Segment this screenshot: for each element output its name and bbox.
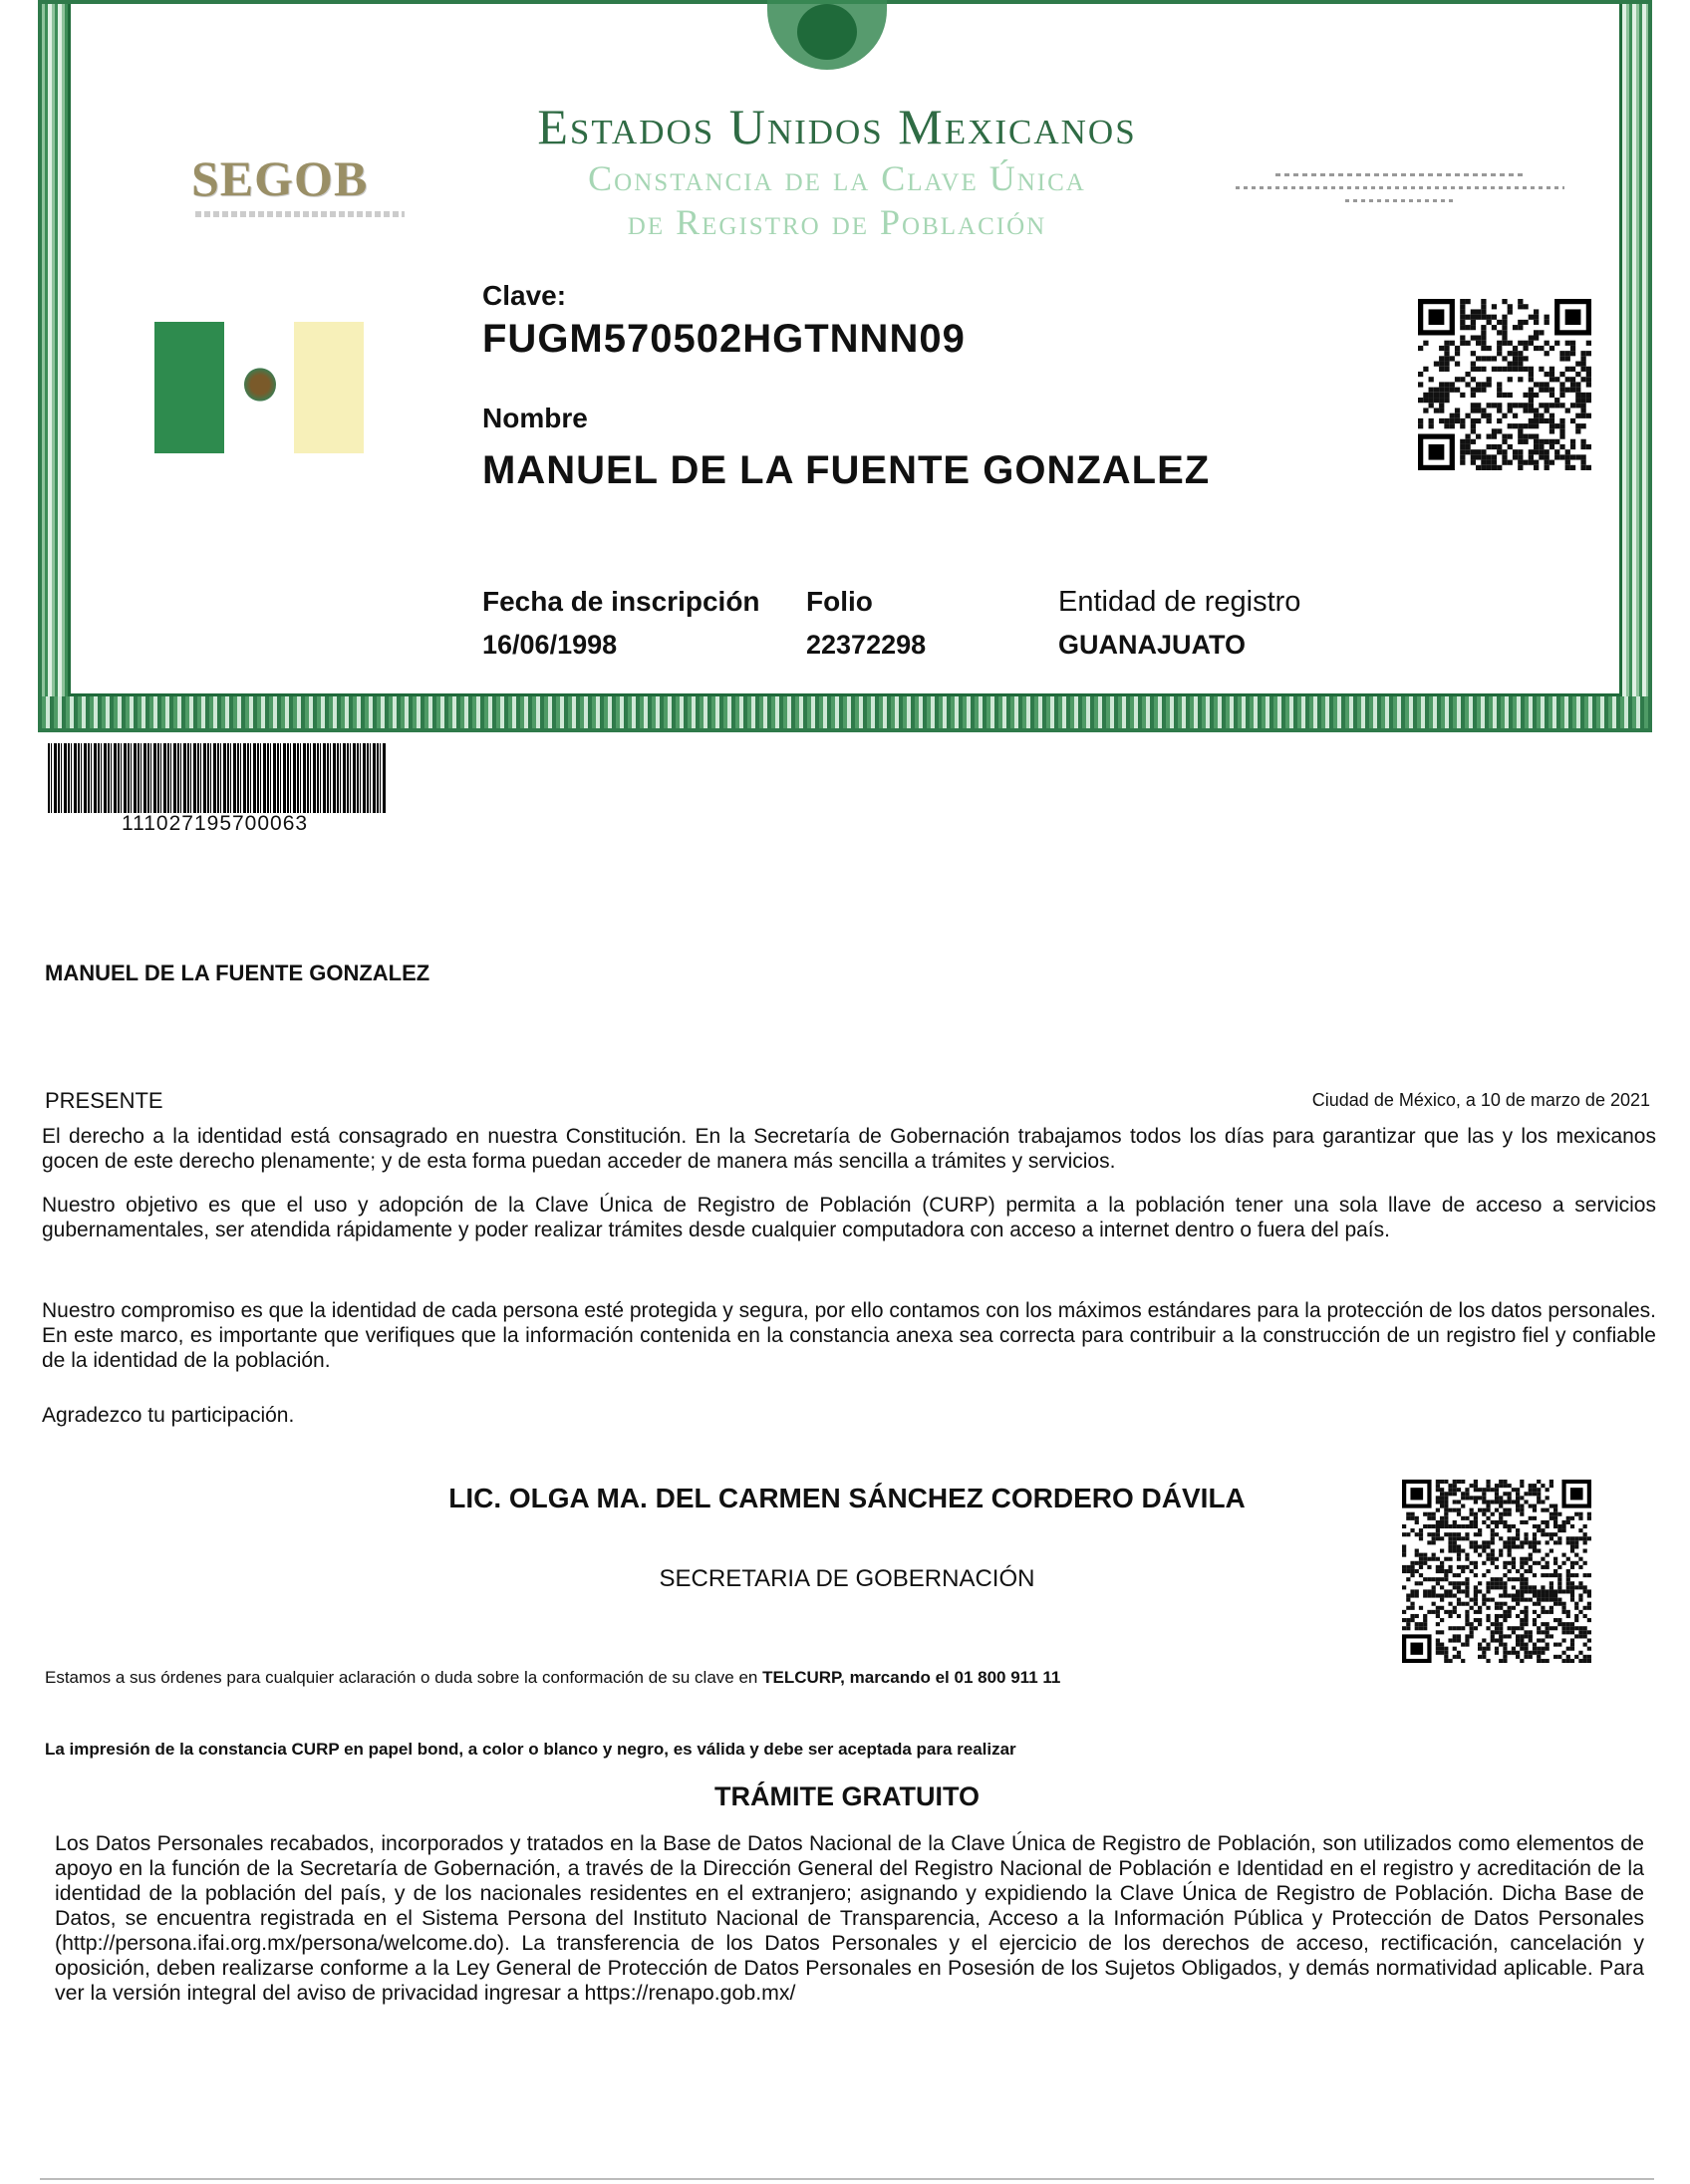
telcurp-phone: TELCURP, marcando el 01 800 911 11 xyxy=(762,1668,1061,1687)
impresion-note: La impresión de la constancia CURP en papel bond, a color o blanco y negro, es válida y debe ser aceptada para realizar xyxy=(45,1740,1016,1759)
date-line: Ciudad de México, a 10 de marzo de 2021 xyxy=(1311,1090,1650,1110)
renapo-faded-logo xyxy=(1236,167,1564,212)
eagle-emblem-icon xyxy=(797,4,857,60)
paragraph-identity: El derecho a la identidad está consagrado en nuestra Constitución. En la Secretaría de Gobernación trabajamos todos los días para garantizar que las y los mexicanos gocen de este derecho plenamente; y de esta forma puedan acceder de manera más sencilla a trámites y servicios. xyxy=(42,1125,1656,1173)
privacy-notice: Los Datos Personales recabados, incorporados y tratados en la Base de Datos Nacional de la Clave Única de Registro de Población, son utilizados como elementos de apoyo en la función de la Secretaría de Gobernación, a través de la Dirección General del Registro Nacional de Población e Identidad en el registro y acreditación de la identidad de la población del país, y de los nacionales residentes en el extranjero; asignando y expidiendo la Clave Única de Registro de Población. Dicha Base de Datos, se encuentra registrada en el Sistema Persona del Instituto Nacional de Transparencia, Acceso a la Información Pública y Protección de Datos Personales (http://persona.ifai.org.mx/persona/welcome.do). La transferencia de los Datos Personales y el ejercicio de los derechos de acceso, rectificación, cancelación y oposición, deben realizarse conforme a la Ley General de Protección de Datos Personales en Posesión de los Sujetos Obligados, y demás normatividad aplicable. Para ver la versión integral del aviso de privacidad ingresar a https://renapo.gob.mx/ xyxy=(55,1831,1644,2005)
barcode-number: 111027195700063 xyxy=(122,812,309,835)
paragraph-commitment: Nuestro compromiso es que la identidad de cada persona esté protegida y segura, por ello contamos con los máximos estándares para la protección de los datos personales. En este marco, es importante que verifiques que la información contenida en la constancia anexa sea correcta para contribuir a la construcción de un registro fiel y confiable de la identidad de la población. xyxy=(42,1299,1656,1372)
page-divider xyxy=(40,2178,1654,2180)
certificate-subtitle-line2: de Registro de Población xyxy=(627,202,1047,242)
folio-value: 22372298 xyxy=(806,630,927,660)
flag-emblem-icon xyxy=(244,368,276,402)
clave-value: FUGM570502HGTNNN09 xyxy=(482,317,966,361)
entidad-registro-value: GUANAJUATO xyxy=(1058,630,1247,660)
guilloche-band xyxy=(42,696,1648,728)
signer-title: SECRETARIA DE GOBERNACIÓN xyxy=(659,1565,1035,1592)
certificate-subtitle-line1: Constancia de la Clave Única xyxy=(588,158,1086,198)
tramite-gratuito: TRÁMITE GRATUITO xyxy=(714,1781,980,1811)
segob-logo: SEGOB xyxy=(191,150,369,206)
barcode-icon xyxy=(48,743,387,813)
nombre-value: MANUEL DE LA FUENTE GONZALEZ xyxy=(482,448,1211,492)
fecha-inscripcion-value: 16/06/1998 xyxy=(482,630,618,660)
mexican-flag-icon xyxy=(154,322,364,453)
qr-code-icon xyxy=(1402,1480,1591,1663)
nombre-label: Nombre xyxy=(482,403,588,433)
clave-label: Clave: xyxy=(482,280,567,311)
country-title: Estados Unidos Mexicanos xyxy=(537,99,1137,154)
entidad-registro-label: Entidad de registro xyxy=(1058,586,1301,618)
contact-text: Estamos a sus órdenes para cualquier aclaración o duda sobre la conformación de su clave en xyxy=(45,1668,763,1687)
fecha-inscripcion-label: Fecha de inscripción xyxy=(482,586,760,617)
segob-tagline-decoration xyxy=(195,211,405,217)
signer-name: LIC. OLGA MA. DEL CARMEN SÁNCHEZ CORDERO DÁVILA xyxy=(448,1483,1246,1513)
greeting: PRESENTE xyxy=(45,1088,163,1113)
closing: Agradezco tu participación. xyxy=(42,1404,295,1427)
folio-label: Folio xyxy=(806,586,873,617)
qr-code-icon xyxy=(1418,299,1591,470)
recipient-name: MANUEL DE LA FUENTE GONZALEZ xyxy=(45,960,430,985)
contact-note xyxy=(45,1668,1060,1688)
paragraph-objective: Nuestro objetivo es que el uso y adopción de la Clave Única de Registro de Población (CURP) permita a la población tener una sola llave de acceso a servicios gubernamentales, ser atendida rápidamente y poder realizar trámites desde cualquier computadora con acceso a internet dentro o fuera del país. xyxy=(42,1194,1656,1241)
